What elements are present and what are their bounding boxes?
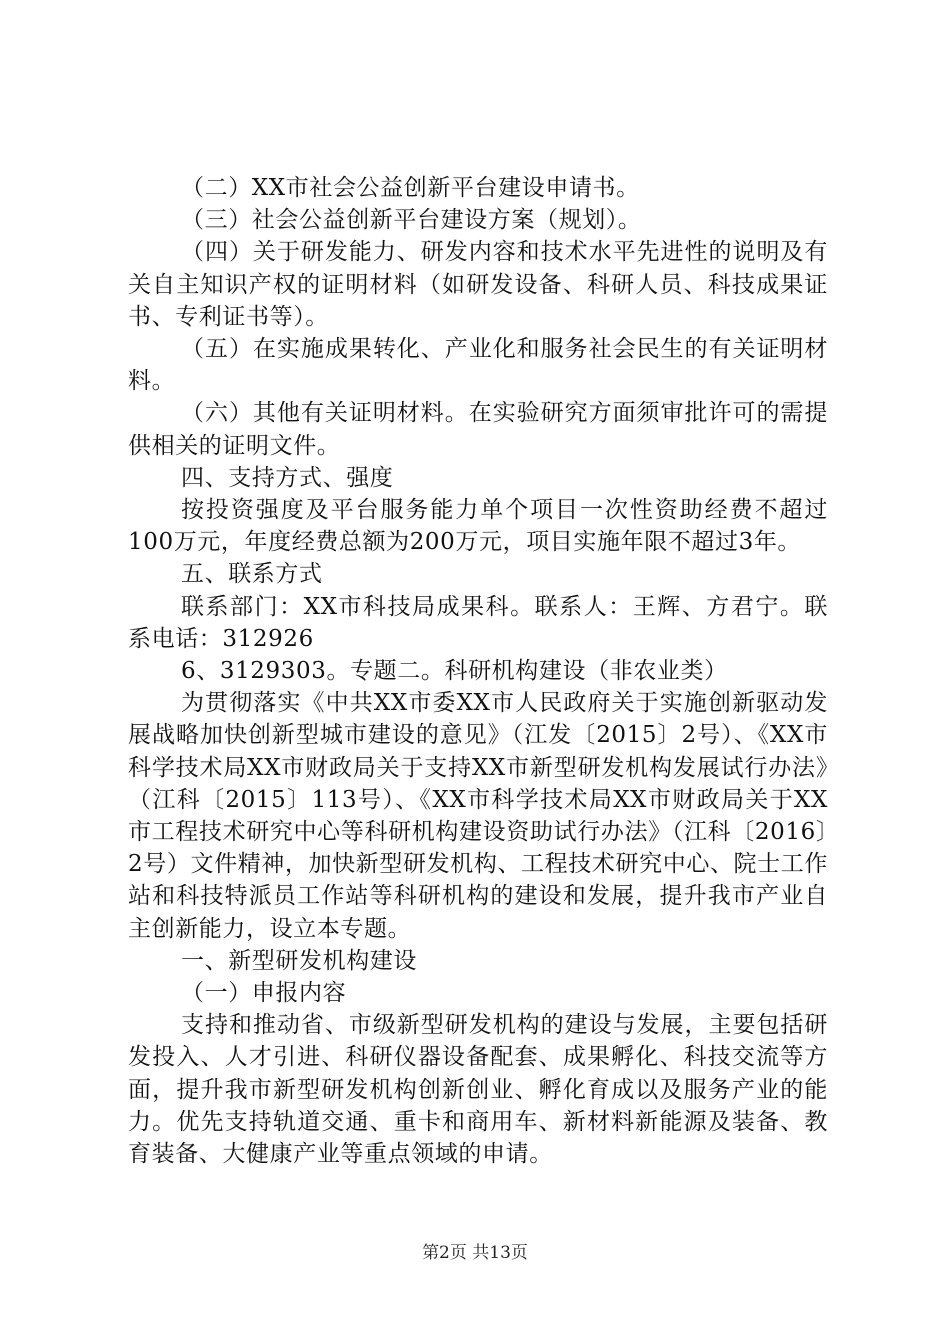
paragraph-contact-info: 联系部门：XX市科技局成果科。联系人：王辉、方君宁。联系电话：312926 [128,593,828,652]
paragraph-funding: 按投资强度及平台服务能力单个项目一次性资助经费不超过100万元，年度经费总额为200万元，项目实施年限不超过3年。 [128,497,828,556]
section-heading-new-rd-institutions: 一、新型研发机构建设 [181,947,417,974]
page-footer [0,1243,950,1263]
paragraph-rd-capability-proof: （四）关于研发能力、研发内容和技术水平先进性的说明及有关自主知识产权的证明材料（如研发设备、科研人员、科技成果证书、专利证书等）。 [128,239,828,330]
section-heading-contact: 五、联系方式 [181,561,323,588]
paragraph-application-form: （二）XX市社会公益创新平台建设申请书。 [181,175,640,201]
paragraph-topic-two: 6、3129303。专题二。科研机构建设（非农业类） [181,658,728,685]
paragraph-construction-plan: （三）社会公益创新平台建设方案（规划）。 [181,207,642,234]
page-number-label: 第2页 共13页 [422,1243,528,1263]
paragraph-other-proof: （六）其他有关证明材料。在实验研究方面须审批许可的需提供相关的证明文件。 [128,400,828,459]
paragraph-commercialization-proof: （五）在实施成果转化、产业化和服务社会民生的有关证明材料。 [128,336,828,395]
section-heading-support: 四、支持方式、强度 [181,464,394,491]
paragraph-support-scope: 支持和推动省、市级新型研发机构的建设与发展，主要包括研发投入、人才引进、科研仪器设备配套、成果孵化、科技交流等方面，提升我市新型研发机构创新创业、孵化育成以及服务产业的能力。优先支持轨道交通、重卡和商用车、新材料新能源及装备、教育装备、大健康产业等重点领域的申请。 [128,1012,828,1168]
subheading-application-content: （一）申报内容 [181,980,347,1007]
paragraph-policy-background: 为贯彻落实《中共XX市委XX市人民政府关于实施创新驱动发展战略加快创新型城市建设的意见》（江发〔2015〕2号）、《XX市科学技术局XX市财政局关于支持XX市新型研发机构发展试行办法》（江科〔2015〕113号）、《XX市科学技术局XX市财政局关于XX市工程技术研究中心等科研机构建设资助试行办法》（江科〔2016〕2号）文件精神，加快新型研发机构、工程技术研究中心、院士工作站和科技特派员工作站等科研机构的建设和发展，提升我市产业自主创新能力，设立本专题。 [128,690,828,942]
document-body [128,172,828,1170]
